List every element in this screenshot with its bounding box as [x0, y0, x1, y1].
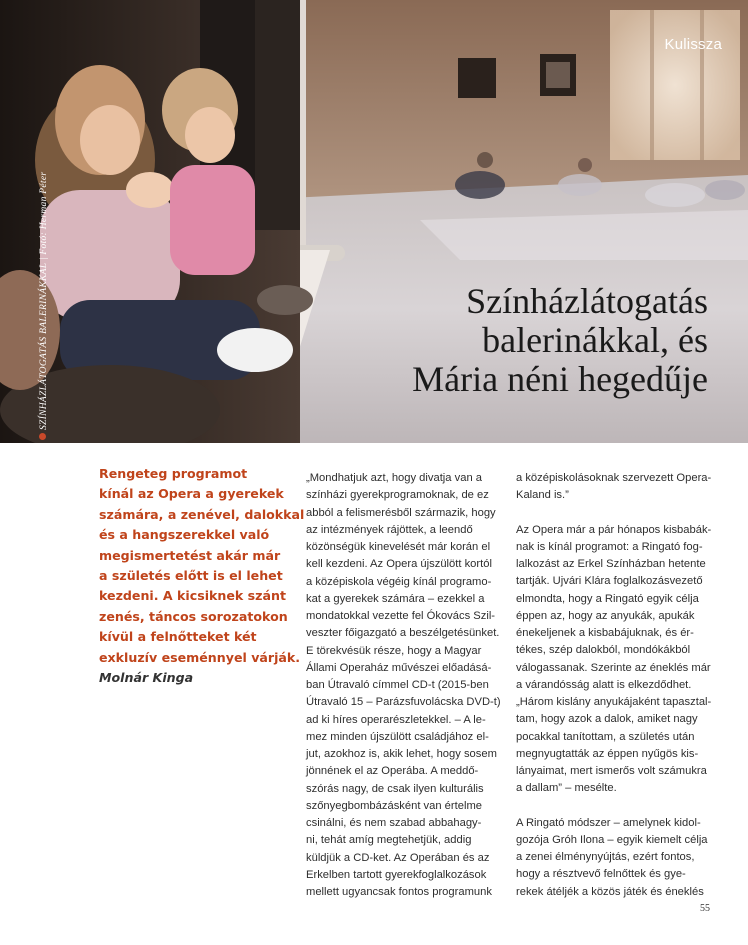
body-line: Állami Operaház művészei előadásá- [306, 661, 492, 674]
lead-line: kínál az Opera a gyerekek [99, 486, 284, 502]
body-line: „Három kislány anyukájaként tapasztal- [516, 696, 712, 708]
body-line: kat a gyerekek számára – ezekkel a [306, 592, 485, 605]
body-line: ad ki híres operarészletekkel. – A le- [306, 713, 486, 726]
body-column-2 [516, 470, 714, 901]
body-line: kell kezdeni. Az Opera újszülött kortól [306, 558, 492, 571]
lead-line: és a hangszerekkel való [99, 527, 270, 543]
body-line: a várandósság alatt is elkezdődhet. [516, 678, 692, 691]
photographer-credit: Fotó: Herman Péter [39, 171, 49, 255]
title-line: balerinákkal, és [482, 320, 708, 360]
body-line: énekeljenek a kisbabájuknak, és ér- [516, 627, 694, 639]
body-line: elmondta, hogy a Ringató egyik célja [516, 592, 699, 605]
paragraph-gap [516, 505, 714, 522]
body-line: A Ringató módszer – amelynek kidol- [516, 816, 701, 829]
body-line: csinálni, és nem szabad abbahagy- [306, 817, 482, 829]
body-line: jönnének el az Operába. A meddő- [306, 765, 479, 778]
title-line: Színházlátogatás [466, 281, 708, 321]
body-line: rekek átéljék a közös játék és éneklés [516, 885, 704, 898]
lead-line: zenés, táncos sorozatokon [99, 608, 288, 624]
section-label: Kulissza [664, 36, 722, 53]
body-line: szórás nagy, de csak ilyen kulturális [306, 782, 484, 795]
lead-paragraph [99, 464, 305, 668]
title-line: Mária néni hegedűje [412, 359, 708, 399]
body-line: a dallam” – mesélte. [516, 782, 617, 795]
body-line: közönségük kinevelését már korán el [306, 541, 491, 553]
body-line: küldjük a CD-ket. Az Operában és az [306, 851, 490, 864]
body-line: ni, tehát amíg megtehetjük, addig [306, 834, 472, 847]
body-line: a középiskolásoknak szervezett Opera- [516, 472, 712, 484]
body-line: mondatokkal vezette fel Ókovács Szil- [306, 610, 496, 622]
body-line: veszter főigazgató a beszélgetésünket. [306, 627, 500, 640]
body-line: jut, azokhoz is, akik lehet, hogy sosem [306, 748, 497, 760]
body-line: Erkelben tartott gyerekfoglalkozások [306, 868, 487, 881]
body-line: Az Opera már a pár hónapos kisbabák- [516, 523, 712, 536]
body-line: lányaimat, mert ismerős volt számukra [516, 765, 707, 777]
body-line: gozója Gróh Ilona – egyik kiemelt célja [516, 833, 708, 846]
body-line: tartják. Ujvári Klára foglalkozásvezető [516, 575, 703, 588]
lead-line: számára, a zenével, dalokkal [99, 506, 305, 522]
body-line: tam, hogy azok a dalok, amiket nagy [516, 713, 698, 726]
lead-line: megismertetést akár már [99, 547, 281, 563]
photo-caption: SZÍNHÁZLÁTOGATÁS BALERINÁKKAL [39, 262, 49, 430]
body-line: tékes, szép dalokból, mondókákból [516, 644, 691, 657]
bullet-icon [39, 433, 46, 440]
lead-line: a születés előtt is el lehet [99, 568, 283, 584]
lead-line: exkluzív eseménnyel várják. [99, 649, 301, 665]
author-byline: Molnár Kinga [99, 670, 194, 686]
body-line: E törekvésük része, hogy a Magyar [306, 644, 482, 657]
body-line: hogy a résztvevő felnőttek és gye- [516, 868, 686, 881]
body-line: abból a felismerésből származik, hogy [306, 506, 496, 519]
body-line: nak is kínál programot: a Ringató fog- [516, 540, 703, 553]
body-line: Útravaló 15 – Parázsfuvolácska DVD-t) [306, 696, 501, 709]
article-title [412, 282, 708, 399]
body-column-1 [306, 470, 504, 901]
body-line: éppen az, hogy az anyukák, apukák [516, 609, 695, 622]
body-line: szőnyegbombázásként van értelme [306, 799, 482, 812]
paragraph-gap [516, 798, 714, 815]
body-line: mellett ugyancsak fontos programunk [306, 886, 492, 898]
body-line: Kaland is.” [516, 489, 569, 502]
lead-line: Rengeteg programot [99, 466, 248, 481]
body-line: pocakkal tanítottam, a születés után [516, 730, 695, 743]
body-line: a középiskola végéig kínál programo- [306, 575, 492, 588]
lead-block [99, 464, 305, 688]
credit-separator: | [39, 254, 49, 263]
body-line: mez minden újszülött családjához el- [306, 730, 489, 743]
body-line: lalkozást az Erkel Színházban hetente [516, 558, 706, 570]
body-line: színházi gyerekprogramoknak, de ez [306, 489, 489, 502]
lead-line: kezdeni. A kicsiknek szánt [99, 588, 286, 604]
photo-credit [39, 172, 49, 440]
body-line: a zenei élménynyújtás, ezért fontos, [516, 851, 695, 863]
body-line: ban Útravaló címmel CD-t (2015-ben [306, 679, 489, 691]
lead-line: kívül a felnőtteket két [99, 629, 257, 645]
body-line: válogassanak. Szerinte az éneklés már [516, 661, 711, 674]
page-number: 55 [700, 903, 710, 914]
body-line: az intézmények rájöttek, a leendő [306, 523, 473, 536]
body-line: „Mondhatjuk azt, hogy divatja van a [306, 472, 482, 484]
body-line: megnyugtatták az éppen nyűgös kis- [516, 747, 699, 760]
